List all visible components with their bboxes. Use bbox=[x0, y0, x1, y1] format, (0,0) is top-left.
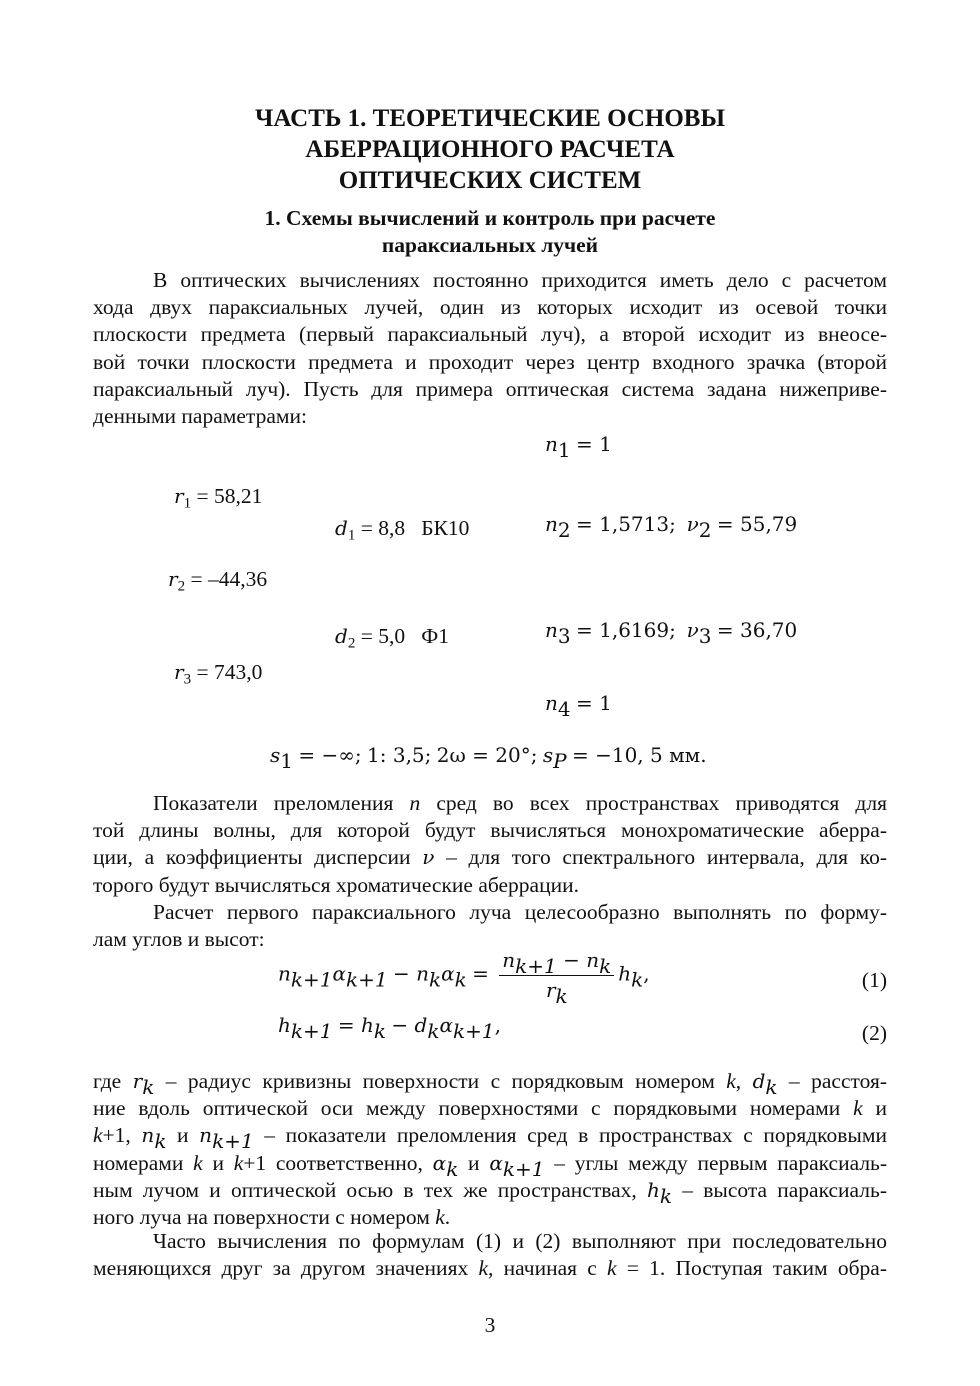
text-line: Часто вычисления по формулам (1) и (2) выполняют при последовательно bbox=[153, 1229, 887, 1253]
page-number: 3 bbox=[484, 1313, 496, 1337]
section-heading-line2: параксиальных лучей bbox=[381, 233, 599, 257]
text-line: денными параметрами: bbox=[93, 403, 307, 428]
text-line: той длины волны, для которой будут вычисляться монохроматические аберра- bbox=[93, 818, 887, 843]
text-line: ние вдоль оптической оси между поверхностями с порядковыми номерами k и bbox=[93, 1096, 887, 1121]
chapter-heading-line1: ЧАСТЬ 1. ТЕОРЕТИЧЕСКИЕ ОСНОВЫ bbox=[254, 105, 726, 132]
text-line: хода двух параксиальных лучей, один из которых исходит из осевой точки bbox=[93, 295, 887, 320]
text-line: меняющихся друг за другом значениях k, начиная с k = 1. Поступая таким обра- bbox=[93, 1256, 888, 1281]
chapter-heading-line3: ОПТИЧЕСКИХ СИСТЕМ bbox=[338, 167, 642, 194]
section-heading bbox=[0, 205, 980, 259]
equation-1-number: (1) bbox=[861, 968, 887, 992]
equation-2: $h_{k+1} = h_k - d_k\alpha_{k+1}$, bbox=[278, 1013, 501, 1043]
text-line: лам углов и высот: bbox=[93, 927, 265, 952]
param-n2-v2: $n_2 = 1,5713$; $\nu_2 = 55,79$ bbox=[545, 512, 798, 542]
text-line: k+1, $n_k$ и $n_{k+1}$ – показатели преломления сред в пространствах с порядковыми bbox=[93, 1123, 887, 1154]
section-heading-line1: 1. Схемы вычислений и контроль при расчете bbox=[264, 206, 716, 230]
param-n4: $n_4 = 1$ bbox=[545, 691, 612, 721]
param-r1: $r_1 = 58,21$ bbox=[174, 484, 263, 512]
text-line: торого будут вычисляться хроматические аберрации. bbox=[93, 872, 579, 897]
paragraph-calculation bbox=[93, 899, 887, 953]
param-n3-v3: $n_3 = 1,6169$; $\nu_3 = 36,70$ bbox=[545, 618, 798, 648]
fraction: $\frac{n_{k+1} - n_k}{r_k}$ bbox=[499, 948, 614, 1003]
equation-2-number: (2) bbox=[861, 1021, 887, 1045]
paragraph-sequence bbox=[93, 1228, 887, 1282]
param-conditions: $s_1$ = −∞; 1: 3,5; 2ω = 20°; $s_P = -10$, 5 мм. bbox=[270, 743, 707, 773]
text-line: ным лучом и оптической осью в тех же пространствах, $h_k$ – высота параксиаль- bbox=[93, 1177, 887, 1208]
text-line: ции, а коэффициенты дисперсии ν – для того спектрального интервала, для ко- bbox=[93, 845, 888, 870]
chapter-heading-line2: АБЕРРАЦИОННОГО РАСЧЕТА bbox=[305, 136, 675, 163]
text-line: параксиальный луч). Пусть для примера оптическая система задана нижеприве- bbox=[93, 376, 887, 401]
text-line: плоскости предмета (первый параксиальный луч), а второй исходит из внеосе- bbox=[93, 322, 887, 347]
param-d1: $d_1 = 8,8$ БК10 bbox=[335, 516, 470, 544]
paragraph-intro bbox=[93, 267, 887, 430]
text-line: Показатели преломления n сред во всех пространствах приводятся для bbox=[153, 791, 887, 815]
text-line: Расчет первого параксиального луча целесообразно выполнять по форму- bbox=[153, 900, 887, 924]
paragraph-refraction bbox=[93, 790, 887, 899]
chapter-heading bbox=[0, 103, 980, 196]
param-n1: $n_1 = 1$ bbox=[545, 432, 612, 462]
text-line: где $r_k$ – радиус кривизны поверхности с порядковым номером k, $d_k$ – расстоя- bbox=[93, 1069, 887, 1099]
param-r2: $r_2 = -44,36$ bbox=[168, 567, 268, 595]
param-r3: $r_3 = 743,0$ bbox=[174, 660, 263, 688]
equation-1: $n_{k+1}\alpha_{k+1} - n_k\alpha_k$ = $\frac{n_{k+1} - n_k}{r_k}$ $h_k$, bbox=[278, 948, 650, 1008]
text-line: вой точки плоскости предмета и проходит через центр входного зрачка (второй bbox=[93, 349, 887, 374]
param-d2: $d_2 = 5,0$ Ф1 bbox=[335, 624, 449, 652]
paragraph-where bbox=[93, 1068, 887, 1231]
text-line: В оптических вычислениях постоянно приходится иметь дело с расчетом bbox=[153, 268, 887, 292]
text-line: номерами k и k+1 соответственно, $\alpha_k$ и $\alpha_{k+1}$ – углы между первым параксиаль- bbox=[93, 1150, 888, 1181]
text-line: ного луча на поверхности с номером k. bbox=[93, 1204, 451, 1229]
